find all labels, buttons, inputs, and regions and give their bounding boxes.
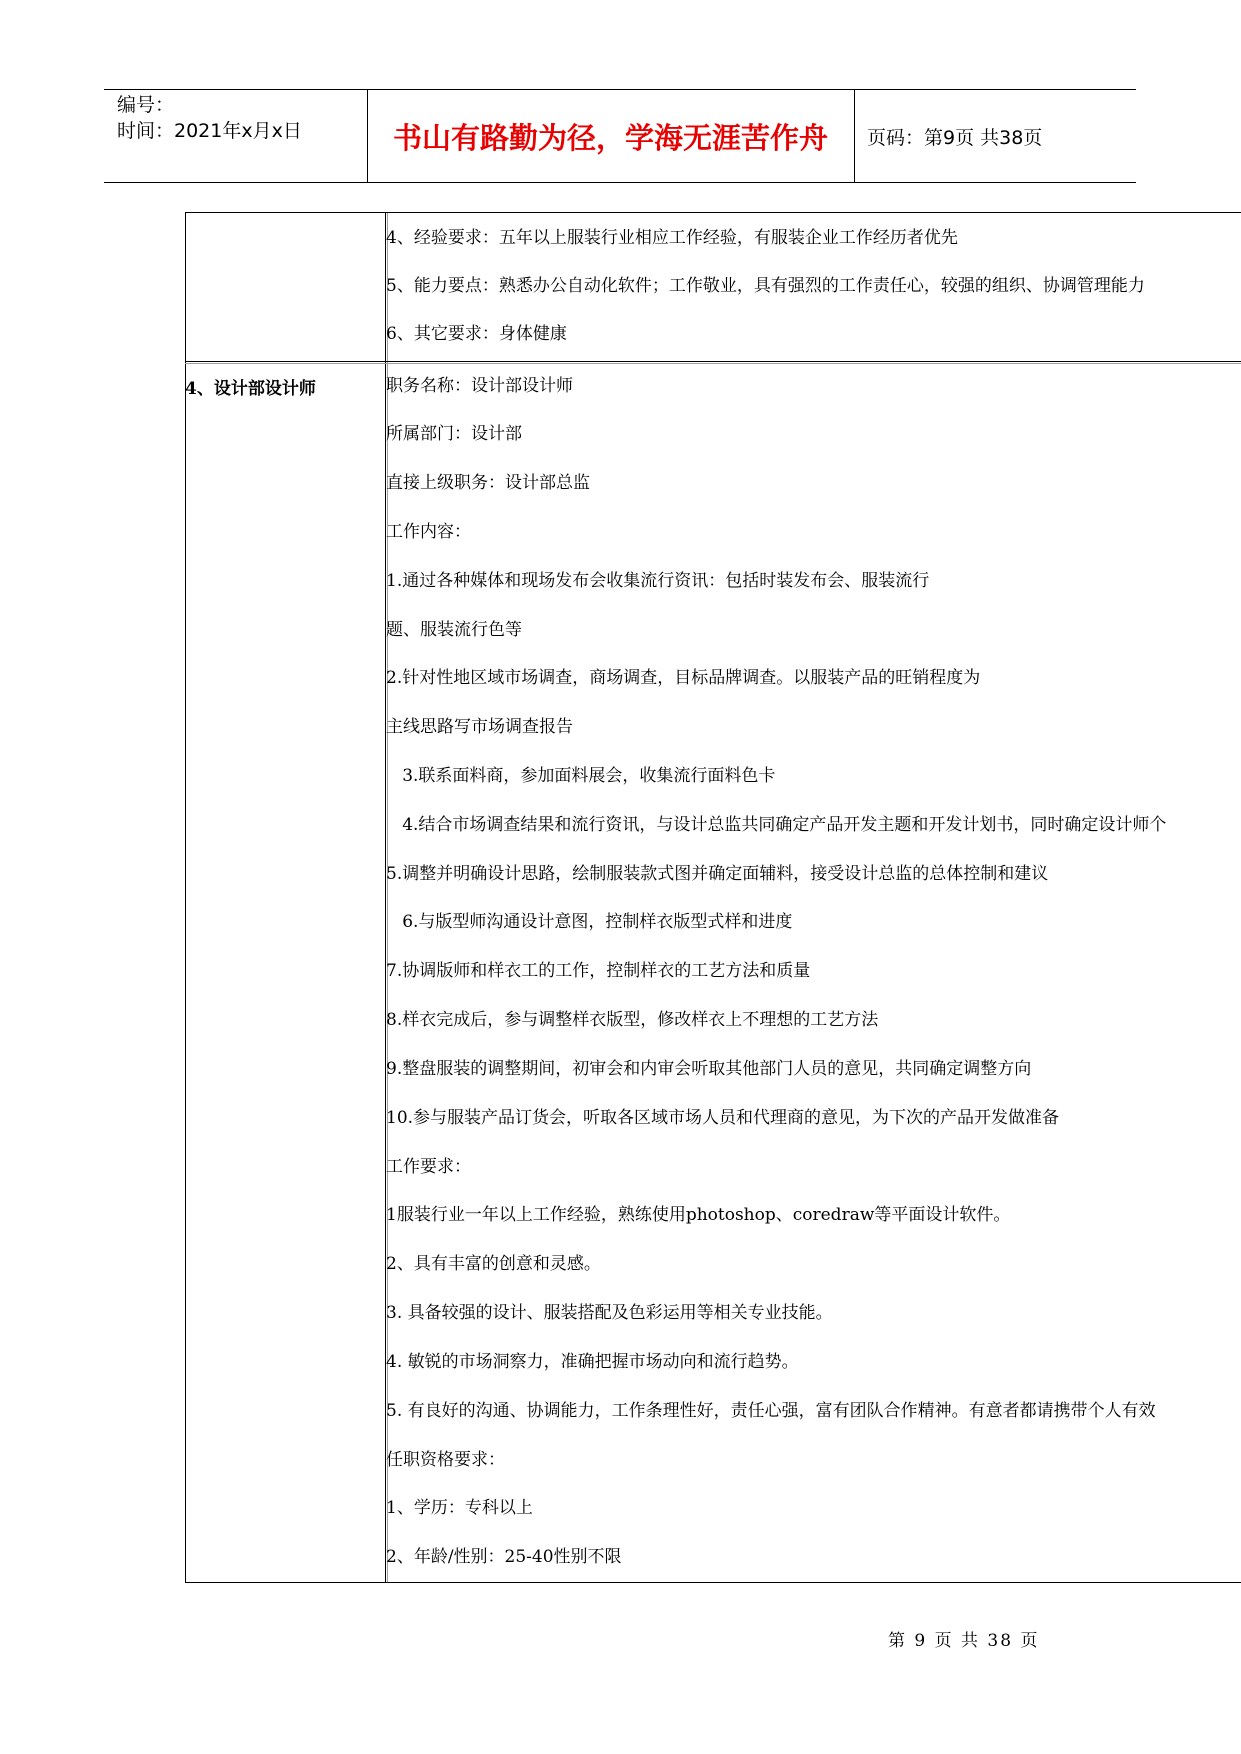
header-divider-right [854,89,855,182]
list-item: 1服装行业一年以上工作经验，熟练使用photoshop、coredraw等平面设计软件。 [386,1205,1011,1225]
list-item: 7.协调版师和样衣工的工作，控制样衣的工艺方法和质量 [386,961,811,981]
list-item: 4、经验要求：五年以上服装行业相应工作经验，有服装企业工作经历者优先 [386,228,958,248]
time-label: 时间：2021年x月x日 [117,120,302,142]
list-item: 10.参与服装产品订货会，听取各区域市场人员和代理商的意见，为下次的产品开发做准备 [386,1108,1060,1128]
list-item: 1、学历：专科以上 [386,1498,533,1518]
header-bottom-rule [104,182,1136,183]
list-item: 2.针对性地区域市场调查，商场调查，目标品牌调查。以服装产品的旺销程度为 [386,668,981,688]
list-item: 4. 敏锐的市场洞察力，准确把握市场动向和流行趋势。 [386,1352,799,1372]
list-item: 2、具有丰富的创意和灵感。 [386,1254,601,1274]
page-label: 页码：第9页 共38页 [867,127,1043,149]
table-row-divider [185,361,1241,362]
header-motto: 书山有路勤为径，学海无涯苦作舟 [392,121,828,155]
list-item: 所属部门：设计部 [386,424,522,444]
table-row-divider-shadow [185,363,1241,364]
list-item: 主线思路写市场调查报告 [386,717,573,737]
list-item: 9.整盘服装的调整期间，初审会和内审会听取其他部门人员的意见，共同确定调整方向 [386,1059,1032,1079]
list-item: 3.联系面料商，参加面料展会，收集流行面料色卡 [386,766,776,786]
table-column-divider-shadow [387,212,388,1583]
list-item: 4.结合市场调查结果和流行资讯，与设计总监共同确定产品开发主题和开发计划书，同时确定设计师个 [386,815,1167,835]
list-item: 工作内容： [386,522,471,542]
table-column-divider [385,212,386,1583]
number-label: 编号： [117,94,175,116]
page-footer: 第 9 页 共 38 页 [888,1631,1040,1651]
table-bottom-border [185,1582,1241,1583]
table-top-border [185,212,1241,213]
header-info [117,92,302,144]
list-item: 工作要求： [386,1157,471,1177]
list-item: 职务名称：设计部设计师 [386,376,573,396]
list-item: 3. 具备较强的设计、服装搭配及色彩运用等相关专业技能。 [386,1303,833,1323]
role-title: 4、设计部设计师 [185,379,316,399]
list-item: 5.调整并明确设计思路，绘制服装款式图并确定面辅料，接受设计总监的总体控制和建议 [386,864,1049,884]
list-item: 直接上级职务：设计部总监 [386,473,590,493]
list-item: 任职资格要求： [386,1450,505,1470]
list-item: 5、能力要点：熟悉办公自动化软件；工作敬业，具有强烈的工作责任心，较强的组织、协调管理能力 [386,276,1145,296]
list-item: 6.与版型师沟通设计意图，控制样衣版型式样和进度 [386,912,793,932]
table-left-border [185,212,186,1583]
list-item: 题、服装流行色等 [386,620,522,640]
list-item: 2、年龄/性别：25-40性别不限 [386,1547,622,1567]
list-item: 8.样衣完成后，参与调整样衣版型，修改样衣上不理想的工艺方法 [386,1010,879,1030]
list-item: 1.通过各种媒体和现场发布会收集流行资讯：包括时装发布会、服装流行 [386,571,930,591]
list-item: 6、其它要求：身体健康 [386,324,567,344]
list-item: 5. 有良好的沟通、协调能力，工作条理性好，责任心强，富有团队合作精神。有意者都请携带个人有效 [386,1401,1156,1421]
header-top-rule [104,89,1136,90]
